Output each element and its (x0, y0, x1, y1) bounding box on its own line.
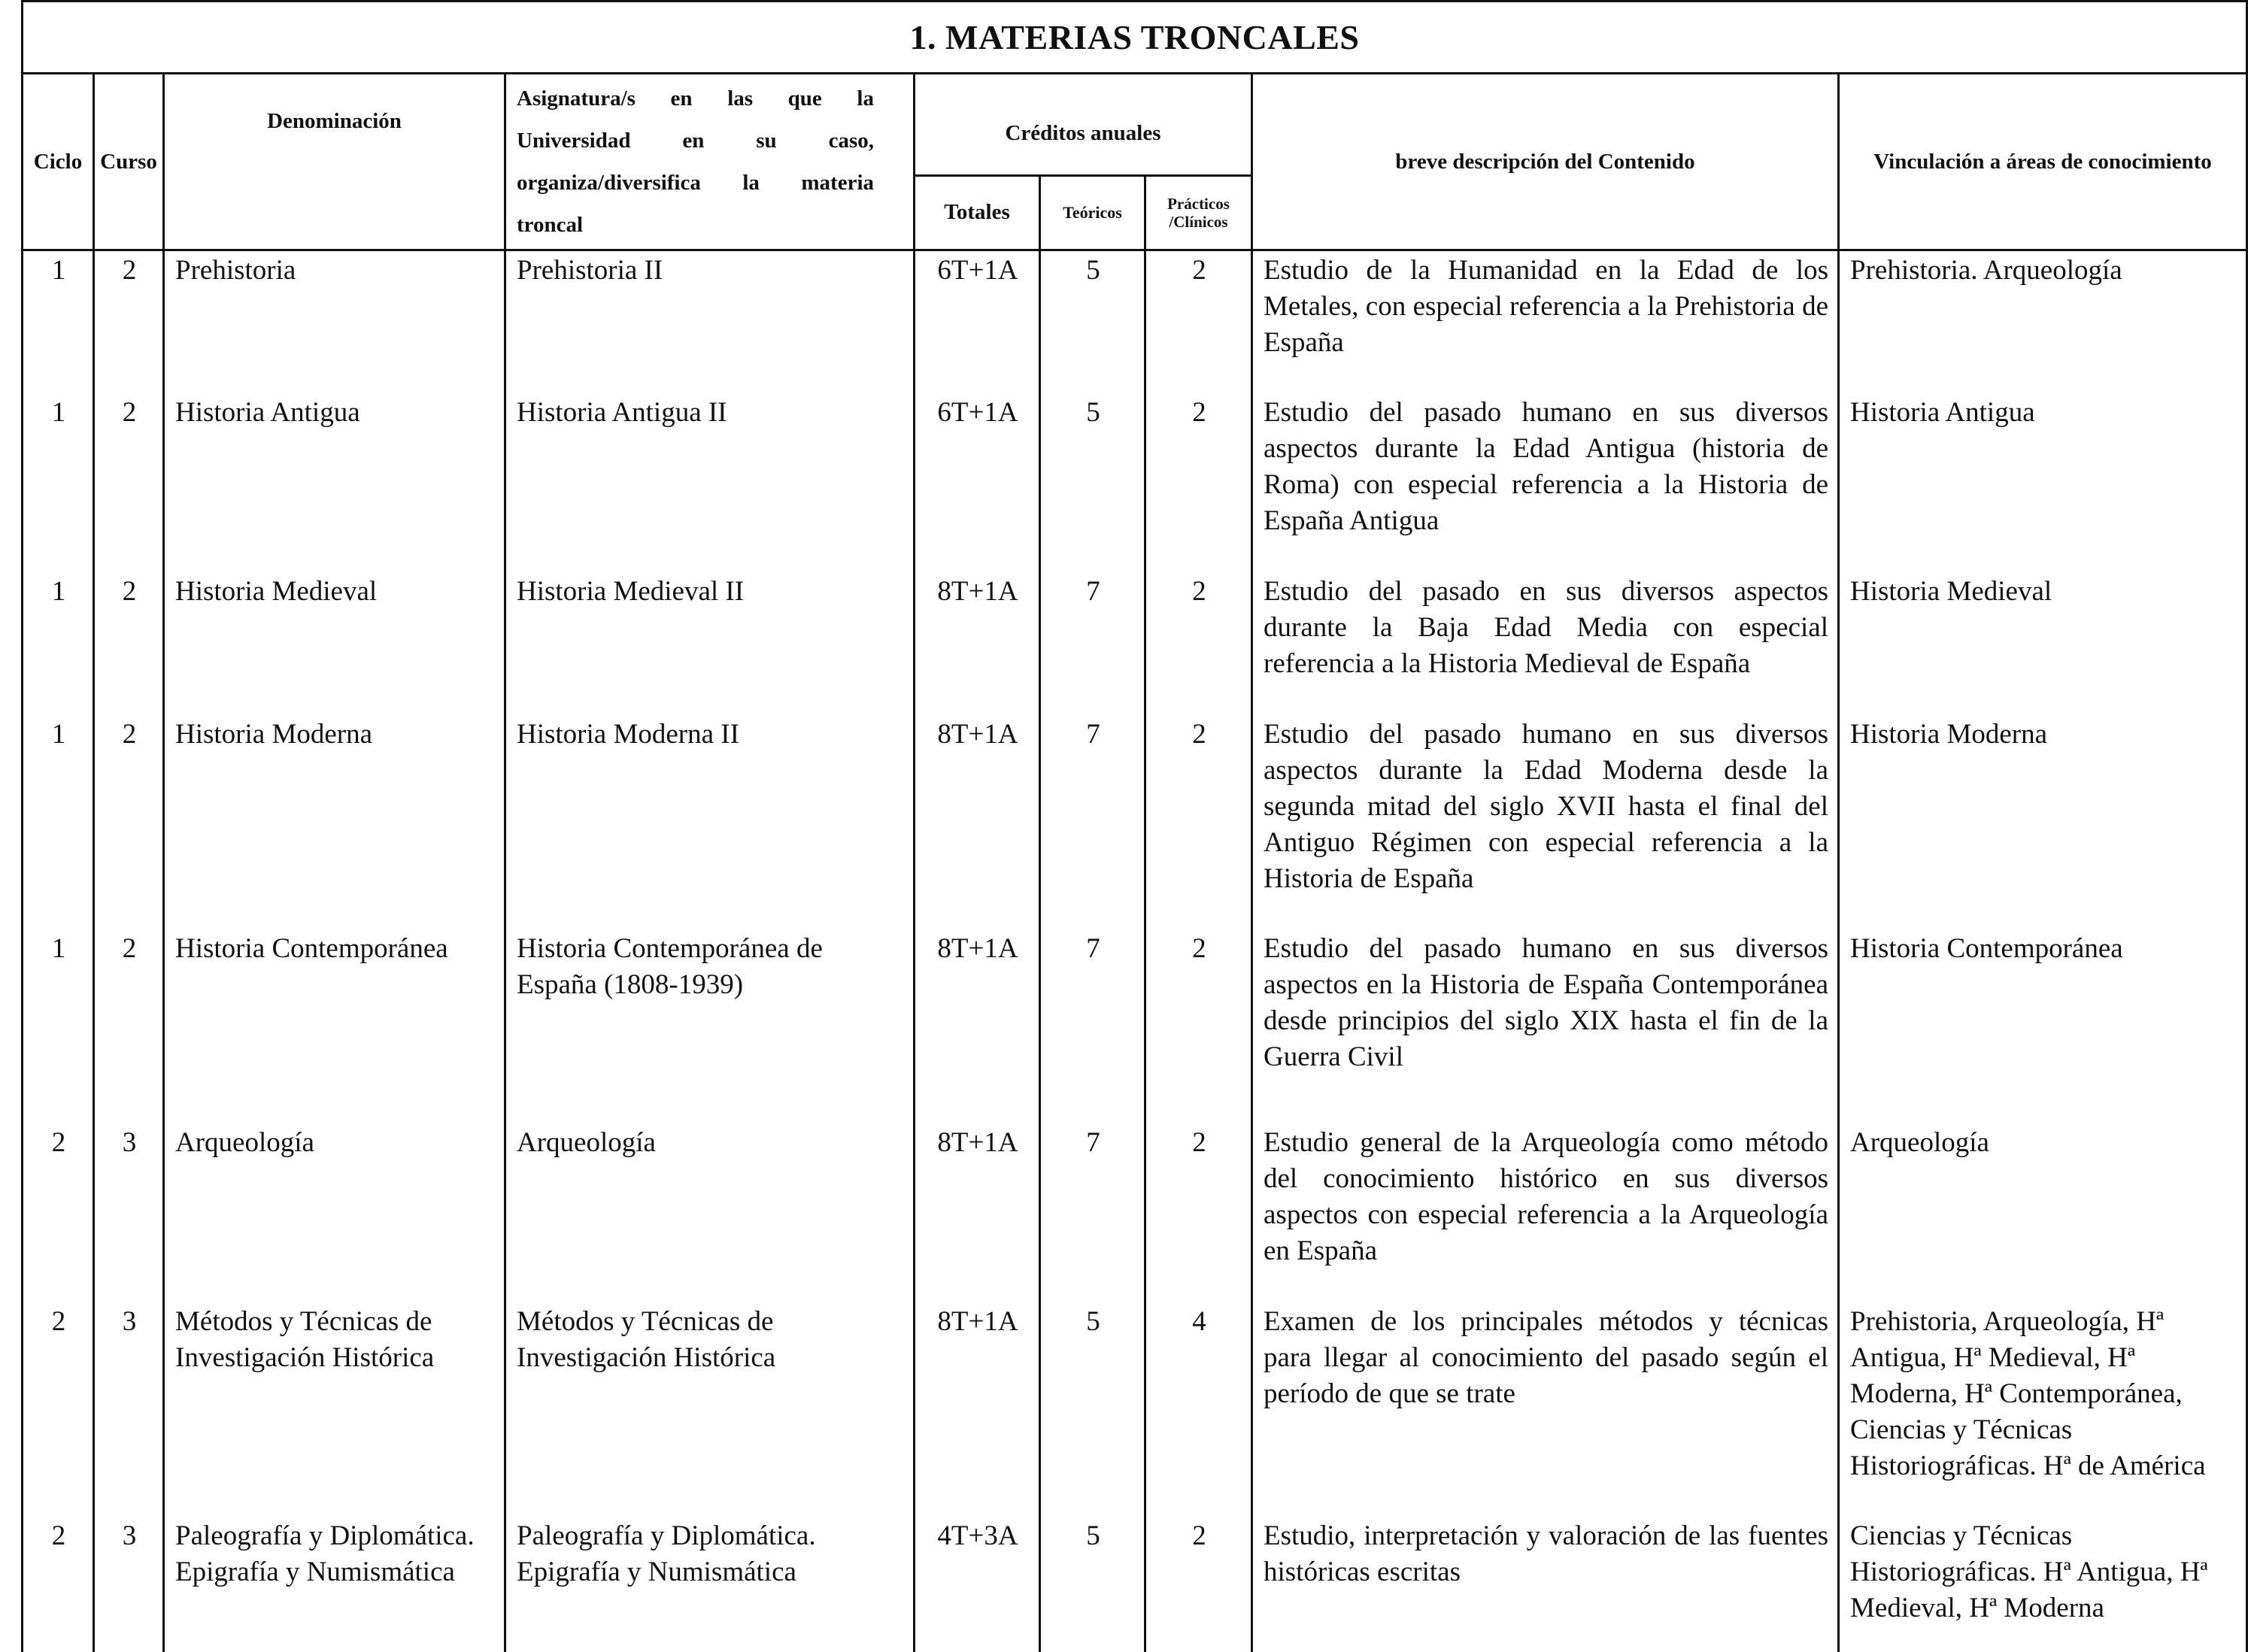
cell-curso: 3 (94, 1302, 164, 1517)
cell-ciclo: 1 (23, 250, 94, 393)
cell-ciclo: 1 (23, 572, 94, 715)
cell-descripcion: Estudio del pasado humano en sus diversos aspectos durante la Edad Antigua (historia de Roma) con especial referencia a la Historia de España Antigua (1252, 393, 1839, 572)
header-ciclo: Ciclo (23, 74, 94, 250)
cell-descripcion: Estudio del pasado humano en sus diversos aspectos durante la Edad Moderna desde la segunda mitad del siglo XVII hasta el final del Antiguo Régimen con especial referencia a la Historia de España (1252, 715, 1839, 929)
cell-denominacion: Historia Antigua (164, 393, 505, 572)
cell-practicos: 2 (1145, 1517, 1252, 1652)
cell-practicos: 2 (1145, 1123, 1252, 1302)
table-row (23, 393, 2247, 572)
cell-asignatura: Arqueología (505, 1123, 915, 1302)
materias-table (21, 0, 2248, 1652)
cell-practicos: 2 (1145, 929, 1252, 1123)
cell-teoricos: 5 (1040, 1302, 1145, 1517)
cell-vinculacion: Historia Contemporánea (1839, 929, 2247, 1123)
cell-practicos: 2 (1145, 572, 1252, 715)
cell-practicos: 2 (1145, 393, 1252, 572)
cell-teoricos: 7 (1040, 715, 1145, 929)
cell-asignatura: Historia Antigua II (505, 393, 915, 572)
cell-denominacion: Paleografía y Diplomática. Epigrafía y Numismática (164, 1517, 505, 1652)
table-row (23, 1517, 2247, 1652)
header-denominacion: Denominación (164, 74, 505, 250)
header-asignatura-line: Asignatura/s en las que la (517, 86, 874, 111)
cell-denominacion: Métodos y Técnicas de Investigación Histórica (164, 1302, 505, 1517)
cell-totales: 6T+1A (915, 250, 1040, 393)
table-row (23, 250, 2247, 393)
cell-totales: 8T+1A (915, 715, 1040, 929)
cell-totales: 8T+1A (915, 929, 1040, 1123)
cell-descripcion: Estudio general de la Arqueología como método del conocimiento histórico en sus diversos aspectos con especial referencia a la Arqueología en España (1252, 1123, 1839, 1302)
header-totales: Totales (915, 175, 1040, 250)
header-vinculacion: Vinculación a áreas de conocimiento (1839, 74, 2247, 250)
table-row (23, 1123, 2247, 1302)
cell-denominacion: Historia Medieval (164, 572, 505, 715)
cell-denominacion: Arqueología (164, 1123, 505, 1302)
cell-denominacion: Prehistoria (164, 250, 505, 393)
cell-asignatura: Prehistoria II (505, 250, 915, 393)
cell-totales: 8T+1A (915, 1123, 1040, 1302)
cell-vinculacion: Prehistoria, Arqueología, Hª Antigua, Hª Medieval, Hª Moderna, Hª Contemporánea, Ciencias y Técnicas Historiográficas. Hª de América (1839, 1302, 2247, 1517)
cell-vinculacion: Historia Antigua (1839, 393, 2247, 572)
table-row (23, 1302, 2247, 1517)
cell-asignatura: Historia Medieval II (505, 572, 915, 715)
cell-teoricos: 5 (1040, 1517, 1145, 1652)
cell-curso: 2 (94, 572, 164, 715)
table-row (23, 715, 2247, 929)
cell-curso: 2 (94, 250, 164, 393)
cell-descripcion: Estudio del pasado humano en sus diversos aspectos en la Historia de España Contemporánea desde principios del siglo XIX hasta el fin de la Guerra Civil (1252, 929, 1839, 1123)
cell-ciclo: 1 (23, 393, 94, 572)
cell-vinculacion: Arqueología (1839, 1123, 2247, 1302)
header-asignatura-line: troncal (517, 213, 584, 237)
cell-ciclo: 1 (23, 715, 94, 929)
page-title: 1. MATERIAS TRONCALES (23, 2, 2247, 74)
table-row (23, 572, 2247, 715)
cell-totales: 4T+3A (915, 1517, 1040, 1652)
cell-practicos: 4 (1145, 1302, 1252, 1517)
cell-curso: 3 (94, 1123, 164, 1302)
header-descripcion: breve descripción del Contenido (1252, 74, 1839, 250)
cell-ciclo: 1 (23, 929, 94, 1123)
document-sheet (21, 0, 2246, 1628)
cell-vinculacion: Ciencias y Técnicas Historiográficas. Hª Antigua, Hª Medieval, Hª Moderna (1839, 1517, 2247, 1652)
cell-asignatura: Métodos y Técnicas de Investigación Histórica (505, 1302, 915, 1517)
cell-asignatura: Historia Moderna II (505, 715, 915, 929)
cell-descripcion: Examen de los principales métodos y técnicas para llegar al conocimiento del pasado según el período de que se trate (1252, 1302, 1839, 1517)
cell-vinculacion: Historia Moderna (1839, 715, 2247, 929)
cell-totales: 8T+1A (915, 572, 1040, 715)
cell-practicos: 2 (1145, 715, 1252, 929)
header-practicos: Prácticos /Clínicos (1145, 175, 1252, 250)
cell-vinculacion: Historia Medieval (1839, 572, 2247, 715)
header-creditos: Créditos anuales (915, 74, 1252, 176)
cell-ciclo: 2 (23, 1123, 94, 1302)
cell-ciclo: 2 (23, 1517, 94, 1652)
cell-descripcion: Estudio, interpretación y valoración de las fuentes históricas escritas (1252, 1517, 1839, 1652)
table-row (23, 929, 2247, 1123)
cell-descripcion: Estudio de la Humanidad en la Edad de los Metales, con especial referencia a la Prehistoria de España (1252, 250, 1839, 393)
cell-totales: 6T+1A (915, 393, 1040, 572)
cell-teoricos: 7 (1040, 1123, 1145, 1302)
cell-ciclo: 2 (23, 1302, 94, 1517)
cell-descripcion: Estudio del pasado en sus diversos aspectos durante la Baja Edad Media con especial referencia a la Historia Medieval de España (1252, 572, 1839, 715)
header-asignatura-line: Universidad en su caso, (517, 129, 874, 153)
cell-denominacion: Historia Contemporánea (164, 929, 505, 1123)
cell-teoricos: 7 (1040, 929, 1145, 1123)
cell-asignatura: Paleografía y Diplomática. Epigrafía y Numismática (505, 1517, 915, 1652)
cell-practicos: 2 (1145, 250, 1252, 393)
cell-curso: 2 (94, 929, 164, 1123)
header-teoricos: Teóricos (1040, 175, 1145, 250)
cell-teoricos: 5 (1040, 393, 1145, 572)
cell-teoricos: 7 (1040, 572, 1145, 715)
cell-totales: 8T+1A (915, 1302, 1040, 1517)
cell-curso: 2 (94, 715, 164, 929)
cell-asignatura: Historia Contemporánea de España (1808-1939) (505, 929, 915, 1123)
header-curso: Curso (94, 74, 164, 250)
header-asignatura-line: organiza/diversifica la materia (517, 171, 874, 195)
cell-vinculacion: Prehistoria. Arqueología (1839, 250, 2247, 393)
cell-denominacion: Historia Moderna (164, 715, 505, 929)
cell-teoricos: 5 (1040, 250, 1145, 393)
cell-curso: 2 (94, 393, 164, 572)
header-asignatura (505, 74, 915, 250)
cell-curso: 3 (94, 1517, 164, 1652)
